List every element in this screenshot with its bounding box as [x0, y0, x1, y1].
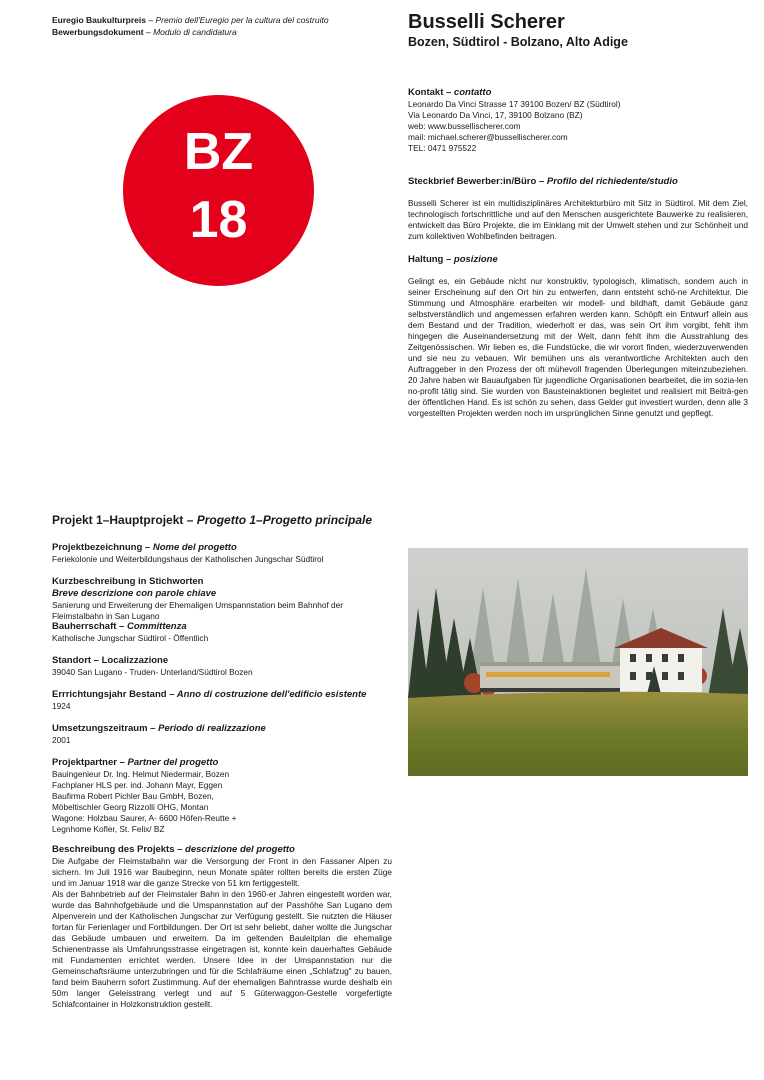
field-label: Errrichtungsjahr Bestand – Anno di costruzione dell'edificio esistente: [52, 689, 367, 700]
field-label-italic: Breve descrizione con parole chiave: [52, 588, 217, 599]
project-partners-field: [52, 757, 392, 835]
project-heading: Projekt 1–Hauptprojekt – Progetto 1–Progetto principale: [52, 513, 373, 527]
header-line-1: Euregio Baukulturpreis – Premio dell'Euregio per la cultura del costruito: [52, 15, 329, 25]
applicant-location: Bozen, Südtirol - Bolzano, Alto Adige: [408, 35, 628, 49]
field-label: Projektpartner – Partner del progetto: [52, 757, 219, 768]
contact-title: Kontakt – contatto: [408, 87, 492, 98]
field-value: Bauingenieur Dr. Ing. Helmut Niedermair, Bozen Fachplaner HLS per. ind. Johann Mayr, Eggen Baufirma Robert Pichler Bau GmbH, Bozen, Möbeltischler Georg Rizzolli OHG, Montan Wagone: Holzbau Saurer, A- 6600 Höfen-Reutte + Legnhome Kofler, St. Felix/ BZ: [52, 769, 237, 834]
field-value: 39040 San Lugano - Truden- Unterland/Südtirol Bozen: [52, 667, 253, 677]
construction-year-field: [52, 689, 392, 712]
contact-website: web: www.bussellischerer.com: [408, 121, 521, 131]
profile-title: Steckbrief Bewerber:in/Büro – Profilo del richiedente/studio: [408, 176, 678, 187]
field-label: Standort – Localizzazione: [52, 655, 169, 666]
short-description-field: [52, 576, 392, 622]
location-field: [52, 655, 392, 678]
attitude-title: Haltung – posizione: [408, 254, 498, 265]
attitude-text: Gelingt es, ein Gebäude nicht nur konstruktiv, typologisch, klimatisch, sondern auch in seiner Erscheinung auf den Ort hin zu entwerfen, dann entsteht schö-ne Architektur. Die Stimmung und Atmosphäre erarbeiten wir modell- und bildhaft, damit Gebäude ganz selbstverständlich und angemessen erfahren werden kann. Schöpft ein Entwurf allein aus dem Bestand und der Tradition, wiederholt er das, was sein Ort ihm vorgibt, fehlt ihm hingegen die Auseinandersetzung mit der Welt, dann fehlt ihm die Ausstrahlung des Zeitgenössischen. Wir lieben es, die Fundstücke, die wir vorort finden, wiederzuverwenden und sie neu zu vebauen. Wir bemühen uns als verantwortliche Architekten auch den Auftraggeber in den Prozess der oft mühevoll fragenden Überlegungen miteinzubeziehen. 20 Jahre haben wir Bauaufgaben für jugendliche Organisationen bearbeitet, die im sozia-len no-profit tätig sind. Sie wurden von Bausteinaktionen begleitet und realisiert mit Beiträ-gen der öffentlichen Hand. Es ist schön zu sehen, dass Gelder gut investiert wurden, denn alle 3 vorgestellten Projekten werden noch im ursprünglichen Sinne genutzt und gepflegt.: [408, 276, 748, 418]
badge-label: [123, 118, 314, 254]
profile-text: Busselli Scherer ist ein multidisziplinäres Architekturbüro mit Sitz in Südtirol. Mit dem Ziel, technologisch fortschrittliche und auf den Menschen ausgerichtete Bauwerke zu realisieren, entwickelt das Büro Projekte, die im Einklang mit der Umwelt stehen und zur Schönheit und zum kollektiven Wohlbefinden beitragen.: [408, 198, 748, 241]
project-description-field: [52, 844, 392, 1010]
contact-line: Leonardo Da Vinci Strasse 17 39100 Bozen/ BZ (Südtirol): [408, 99, 621, 109]
attitude-section: [408, 254, 748, 419]
contact-line: Via Leonardo Da Vinci, 17, 39100 Bolzano (BZ): [408, 110, 583, 120]
field-label: Projektbezeichnung – Nome del progetto: [52, 542, 237, 553]
implementation-period-field: [52, 723, 392, 746]
field-label: Umsetzungszeitraum – Periodo di realizzazione: [52, 723, 266, 734]
header-line-2: Bewerbungsdokument – Modulo di candidatura: [52, 27, 237, 37]
contact-email: mail: michael.scherer@bussellischerer.com: [408, 132, 568, 142]
document-header: [52, 14, 329, 38]
project-name-field: [52, 542, 392, 565]
client-field: [52, 621, 392, 644]
field-value: 1924: [52, 701, 71, 711]
contact-phone: TEL: 0471 975522: [408, 143, 477, 153]
applicant-name: Busselli Scherer: [408, 11, 565, 33]
field-value: Feriekolonie und Weiterbildungshaus der Katholischen Jungschar Südtirol: [52, 554, 324, 564]
field-value: Sanierung und Erweiterung der Ehemaligen Umspannstation beim Bahnhof der Fleimstalbahn in San Lugano: [52, 600, 344, 621]
field-label: Beschreibung des Projekts – descrizione del progetto: [52, 844, 295, 855]
project-photo-illustration: [408, 548, 748, 776]
project-photo: [408, 548, 748, 776]
field-value: 2001: [52, 735, 71, 745]
contact-section: [408, 87, 748, 154]
badge-number: 18: [189, 191, 248, 249]
profile-section: [408, 176, 748, 242]
field-value: Katholische Jungschar Südtirol - Öffentlich: [52, 633, 209, 643]
field-label: Bauherrschaft – Committenza: [52, 621, 187, 632]
field-label: Kurzbeschreibung in Stichworten: [52, 576, 204, 587]
badge-region: BZ: [183, 123, 254, 181]
field-value: Die Aufgabe der Fleimstalbahn war die Versorgung der Front in den Fassaner Alpen zu sichern. Im Juli 1916 war Baubeginn, neun Monate später rollten bereits die ersten Züge und im Januar 1918 war die ganze Strecke von 51 km fertiggestellt. Als der Bahnbetrieb auf der Fleimstaler Bahn in den 1960-er Jahren eingestellt worden war, wurde das Bahnhofgebäude und die Umspannstation auf der Passhöhe San Lugano dem Alpenverein und der Katholischen Jungschar zur Verfügung gestellt. Sie nutzten die Häuser fortan für Ferienlager und Fortbildungen. Der Ort ist sehr beliebt, daher wollte die Jungschar das Gebäude umbauen und erweitern. Da im geltenden Bauleitplan die ehemalige Schienentrasse als Umfahrungsstrasse eingetragen ist, konnte kein dauerhaftes Gebäude mit Fundamenten errichtet werden. Unsere Idee in der Umspannstation nur die Gemeinschaftsräume unterzubringen und für die Schlafräume einen „Schlafzug" zu bauen, fand beim Bauherrn sofort Zustimmung. Auf der ehemaligen Bahntrasse wurde deshalb ein 50m langer Geleisstrang verlegt und auf 5 Güterwaggon-Gestelle vorgefertigte Schlafcontainer in Holzkonstruktion gestellt.: [52, 856, 392, 1009]
